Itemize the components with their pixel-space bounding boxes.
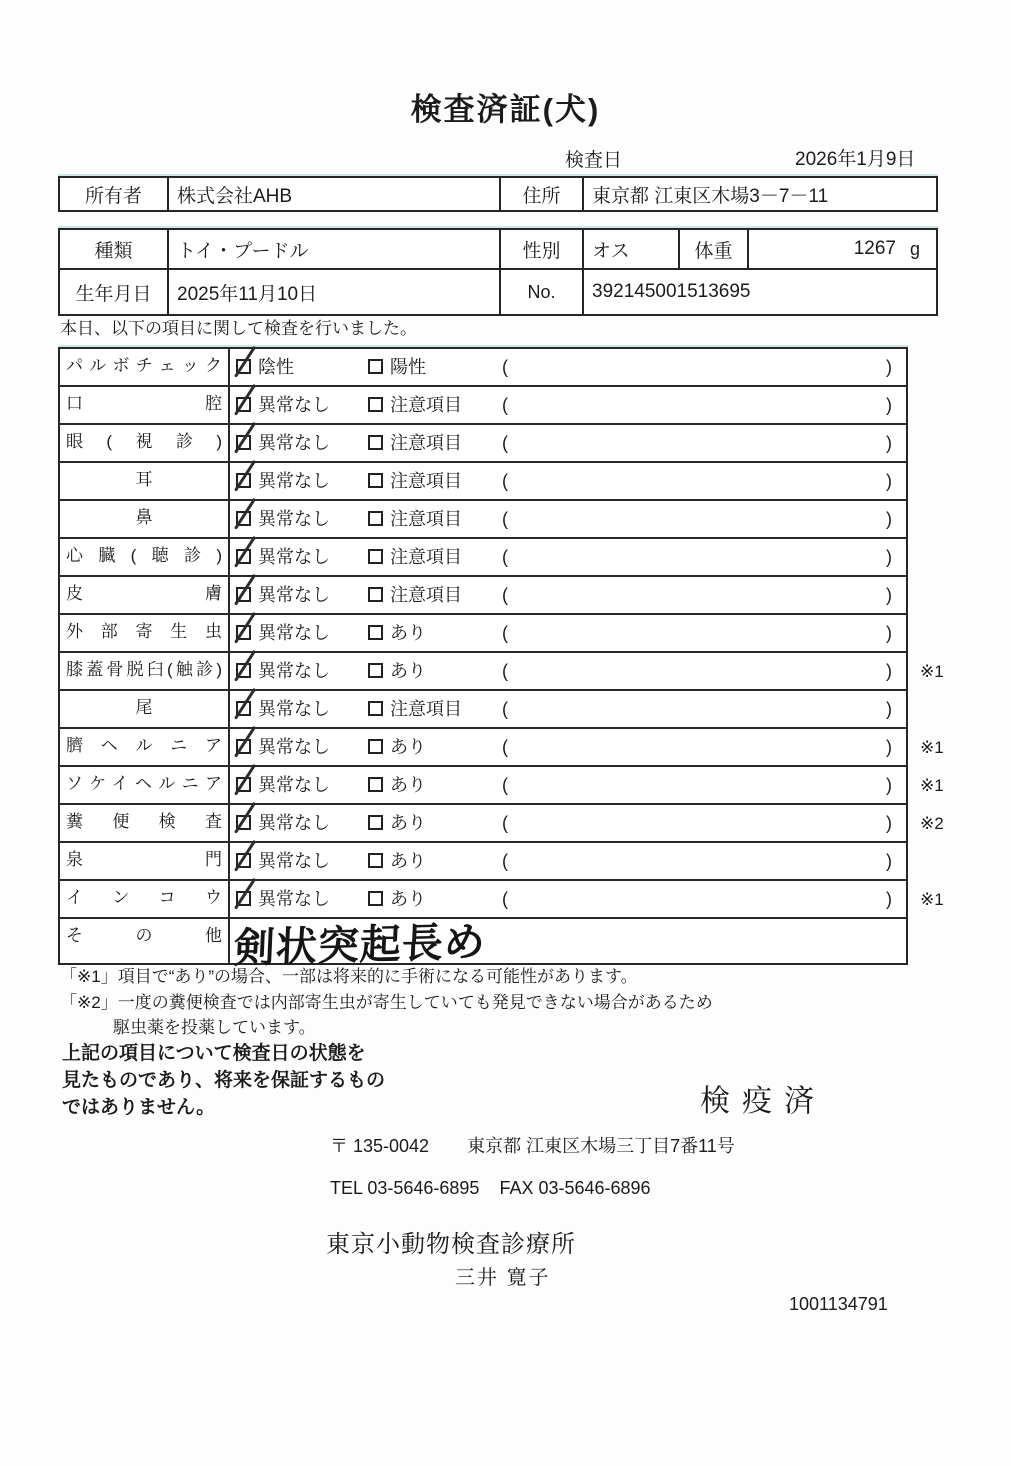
paren-open: ( <box>502 585 508 605</box>
breed-value: トイ・プードル <box>167 230 499 268</box>
option-present-label: あり <box>390 813 426 833</box>
option-normal-label: 異常なし <box>258 737 330 757</box>
paren-close: ) <box>886 737 892 757</box>
exam-item-label: 外部寄生虫 <box>60 615 230 651</box>
clinic-phone-line <box>330 1178 651 1199</box>
exam-item-label: 尾 <box>60 691 230 727</box>
exam-item-label: その他 <box>60 919 230 963</box>
inspection-date-value: 2026年1月9日 <box>795 149 916 170</box>
exam-row-content <box>230 881 906 917</box>
disclaimer-line-2: 見たものであり、将来を保証するもの <box>62 1070 386 1091</box>
checkbox-unchecked-icon <box>368 815 383 830</box>
paren-open: ( <box>502 661 508 681</box>
exam-item-label: 口腔 <box>60 387 230 423</box>
option-present-label: あり <box>390 851 426 871</box>
exam-row-inguinal-hernia <box>60 767 944 805</box>
exam-item-label: 耳 <box>60 463 230 499</box>
footnote-1: 「※1」項目で“あり”の場合、一部は将来的に手術になる可能性があります。 <box>60 967 638 986</box>
option-caution-label: 注意項目 <box>390 433 462 453</box>
paren-close: ) <box>886 395 892 415</box>
sex-label: 性別 <box>499 230 582 268</box>
birthdate-label: 生年月日 <box>75 283 152 305</box>
exam-row-ectoparasites <box>60 615 906 653</box>
exam-row-fecal <box>60 805 944 843</box>
paren-close: ) <box>886 661 892 681</box>
checkbox-unchecked-icon <box>368 511 383 526</box>
exam-row-content <box>230 615 906 651</box>
serial-number: 1001134791 <box>789 1294 888 1314</box>
option-normal-label: 異常なし <box>258 395 330 415</box>
option-negative-label: 陰性 <box>258 357 294 377</box>
exam-row-other <box>60 918 906 972</box>
checkbox-unchecked-icon <box>368 777 383 792</box>
weight-label: 体重 <box>678 230 747 268</box>
checkbox-checked-icon <box>236 815 251 830</box>
paren-close: ) <box>886 357 892 377</box>
option-normal-label: 異常なし <box>258 699 330 719</box>
footnote-2-cont: 駆虫薬を投薬しています。 <box>113 1018 316 1037</box>
address-label: 住所 <box>499 178 582 210</box>
option-normal-label: 異常なし <box>258 851 330 871</box>
exam-row-content <box>230 425 906 461</box>
exam-row-fontanelle <box>60 843 906 881</box>
exam-row-content <box>230 349 906 385</box>
pet-info-row-1 <box>60 230 936 270</box>
exam-item-label: 鼻 <box>60 501 230 537</box>
paren-close: ) <box>886 585 892 605</box>
checkbox-checked-icon <box>236 435 251 450</box>
paren-close: ) <box>886 547 892 567</box>
exam-row-ears <box>60 463 906 501</box>
option-present-label: あり <box>390 775 426 795</box>
option-normal-label: 異常なし <box>258 813 330 833</box>
paren-open: ( <box>502 395 508 415</box>
option-caution-label: 注意項目 <box>390 547 462 567</box>
checkbox-checked-icon <box>236 359 251 374</box>
checkbox-checked-icon <box>236 549 251 564</box>
checkbox-unchecked-icon <box>368 359 383 374</box>
paren-close: ) <box>886 433 892 453</box>
intro-text: 本日、以下の項目に関して検査を行いました。 <box>60 319 417 338</box>
option-normal-label: 異常なし <box>258 661 330 681</box>
paren-open: ( <box>502 737 508 757</box>
checkbox-checked-icon <box>236 511 251 526</box>
checkbox-checked-icon <box>236 701 251 716</box>
exam-item-label: パルボチェック <box>60 349 230 385</box>
disclaimer-text <box>62 1040 385 1121</box>
paren-open: ( <box>502 357 508 377</box>
row-note-ref1: ※1 <box>920 738 944 757</box>
exam-row-content <box>230 767 906 803</box>
inspection-date-label: 検査日 <box>565 150 623 171</box>
checkbox-unchecked-icon <box>368 435 383 450</box>
exam-item-label: 膝蓋骨脱臼(触診) <box>60 653 230 689</box>
paren-open: ( <box>502 471 508 491</box>
option-caution-label: 注意項目 <box>390 509 462 529</box>
pet-info-row-2 <box>60 270 936 314</box>
exam-row-content <box>230 501 906 537</box>
paren-open: ( <box>502 699 508 719</box>
exam-row-content <box>230 843 906 879</box>
option-caution-label: 注意項目 <box>390 471 462 491</box>
exam-row-eyes <box>60 425 906 463</box>
option-present-label: あり <box>390 661 426 681</box>
exam-row-umbilical-hernia <box>60 729 944 767</box>
option-normal-label: 異常なし <box>258 471 330 491</box>
option-normal-label: 異常なし <box>258 585 330 605</box>
exam-row-content <box>230 539 906 575</box>
paren-open: ( <box>502 509 508 529</box>
clinic-address: 東京都 江東区木場三丁目7番11号 <box>467 1136 735 1156</box>
row-note-ref1: ※1 <box>920 776 944 795</box>
clinic-postal-code: 〒 135-0042 <box>330 1136 430 1156</box>
checkbox-unchecked-icon <box>368 663 383 678</box>
exam-row-skin <box>60 577 906 615</box>
paren-close: ) <box>886 889 892 909</box>
paren-open: ( <box>502 775 508 795</box>
examiner-name: 三井 寛子 <box>455 1267 551 1289</box>
owner-label: 所有者 <box>84 185 142 207</box>
exam-row-patella <box>60 653 944 691</box>
paren-close: ) <box>886 699 892 719</box>
paren-open: ( <box>502 547 508 567</box>
option-present-label: あり <box>390 623 426 643</box>
paren-open: ( <box>502 813 508 833</box>
exam-row-content <box>230 653 906 689</box>
paren-close: ) <box>886 509 892 529</box>
address-value: 東京都 江東区木場3－7－11 <box>582 178 936 210</box>
checkbox-checked-icon <box>236 739 251 754</box>
checkbox-unchecked-icon <box>368 625 383 640</box>
checkbox-checked-icon <box>236 397 251 412</box>
checkbox-checked-icon <box>236 473 251 488</box>
checkbox-unchecked-icon <box>368 397 383 412</box>
checkbox-checked-icon <box>236 853 251 868</box>
footnote-2: 「※2」一度の糞便検査では内部寄生虫が寄生していても発見できない場合があるため <box>60 993 713 1012</box>
weight-unit: g <box>909 238 920 259</box>
exam-row-content <box>230 577 906 613</box>
paren-close: ) <box>886 813 892 833</box>
exam-row-content <box>230 463 906 499</box>
checkbox-unchecked-icon <box>368 739 383 754</box>
clinic-name: 東京小動物検査診療所 <box>326 1231 576 1258</box>
checkbox-unchecked-icon <box>368 587 383 602</box>
paren-open: ( <box>502 851 508 871</box>
paren-open: ( <box>502 623 508 643</box>
checkbox-unchecked-icon <box>368 853 383 868</box>
checkbox-unchecked-icon <box>368 549 383 564</box>
disclaimer-line-3: ではありません。 <box>62 1097 216 1118</box>
owner-table <box>58 176 938 212</box>
exam-row-content <box>230 387 906 423</box>
pet-info-table <box>58 228 938 316</box>
exam-row-content <box>230 691 906 727</box>
option-positive-label: 陽性 <box>390 357 426 377</box>
paren-open: ( <box>502 889 508 909</box>
number-value: 392145001513695 <box>582 270 936 314</box>
disclaimer-line-1: 上記の項目について検査日の状態を <box>62 1043 366 1064</box>
option-present-label: あり <box>390 737 426 757</box>
handwritten-note: 剣状突起長め <box>232 918 487 972</box>
owner-value: 株式会社AHB <box>167 178 499 210</box>
row-note-ref1: ※1 <box>920 662 944 681</box>
number-label: No. <box>499 270 582 314</box>
exam-item-label: ソケイヘルニア <box>60 767 230 803</box>
exam-item-label: 眼(視診) <box>60 425 230 461</box>
exam-item-label: 臍ヘルニア <box>60 729 230 765</box>
exam-row-nose <box>60 501 906 539</box>
exam-row-tail <box>60 691 906 729</box>
paren-close: ) <box>886 471 892 491</box>
paren-open: ( <box>502 433 508 453</box>
exam-row-content <box>230 729 906 765</box>
exam-row-heart <box>60 539 906 577</box>
clinic-fax: FAX 03-5646-6896 <box>499 1178 651 1198</box>
checkbox-unchecked-icon <box>368 701 383 716</box>
weight-number: 1267 <box>853 238 896 259</box>
quarantine-stamp: 検疫済 <box>700 1085 826 1118</box>
exam-item-label: 糞便検査 <box>60 805 230 841</box>
clinic-tel: TEL 03-5646-6895 <box>330 1178 480 1198</box>
exam-table <box>58 347 944 972</box>
option-normal-label: 異常なし <box>258 889 330 909</box>
option-caution-label: 注意項目 <box>390 395 462 415</box>
option-caution-label: 注意項目 <box>390 585 462 605</box>
option-normal-label: 異常なし <box>258 623 330 643</box>
exam-row-parvo <box>60 349 906 387</box>
option-normal-label: 異常なし <box>258 509 330 529</box>
paren-close: ) <box>886 775 892 795</box>
exam-row-content <box>230 918 906 972</box>
checkbox-checked-icon <box>236 625 251 640</box>
page-title: 検査済証(犬) <box>410 92 601 127</box>
exam-item-label: 泉門 <box>60 843 230 879</box>
exam-row-content <box>230 805 906 841</box>
option-normal-label: 異常なし <box>258 775 330 795</box>
clinic-address-line <box>330 1132 735 1158</box>
option-caution-label: 注意項目 <box>390 699 462 719</box>
option-normal-label: 異常なし <box>258 433 330 453</box>
row-note-ref2: ※2 <box>920 814 944 833</box>
checkbox-checked-icon <box>236 663 251 678</box>
checkbox-unchecked-icon <box>368 473 383 488</box>
sex-value: オス <box>582 230 678 268</box>
breed-label: 種類 <box>94 240 133 262</box>
exam-item-label: 心臓(聴診) <box>60 539 230 575</box>
checkbox-checked-icon <box>236 777 251 792</box>
birthdate-value: 2025年11月10日 <box>167 270 499 314</box>
checkbox-checked-icon <box>236 587 251 602</box>
paren-close: ) <box>886 623 892 643</box>
paren-close: ) <box>886 851 892 871</box>
checkbox-checked-icon <box>236 891 251 906</box>
exam-row-oral <box>60 387 906 425</box>
checkbox-unchecked-icon <box>368 891 383 906</box>
exam-item-label: 皮膚 <box>60 577 230 613</box>
option-normal-label: 異常なし <box>258 547 330 567</box>
row-note-ref1: ※1 <box>920 890 944 909</box>
exam-item-label: インコウ <box>60 881 230 917</box>
weight-value <box>747 230 936 268</box>
option-present-label: あり <box>390 889 426 909</box>
